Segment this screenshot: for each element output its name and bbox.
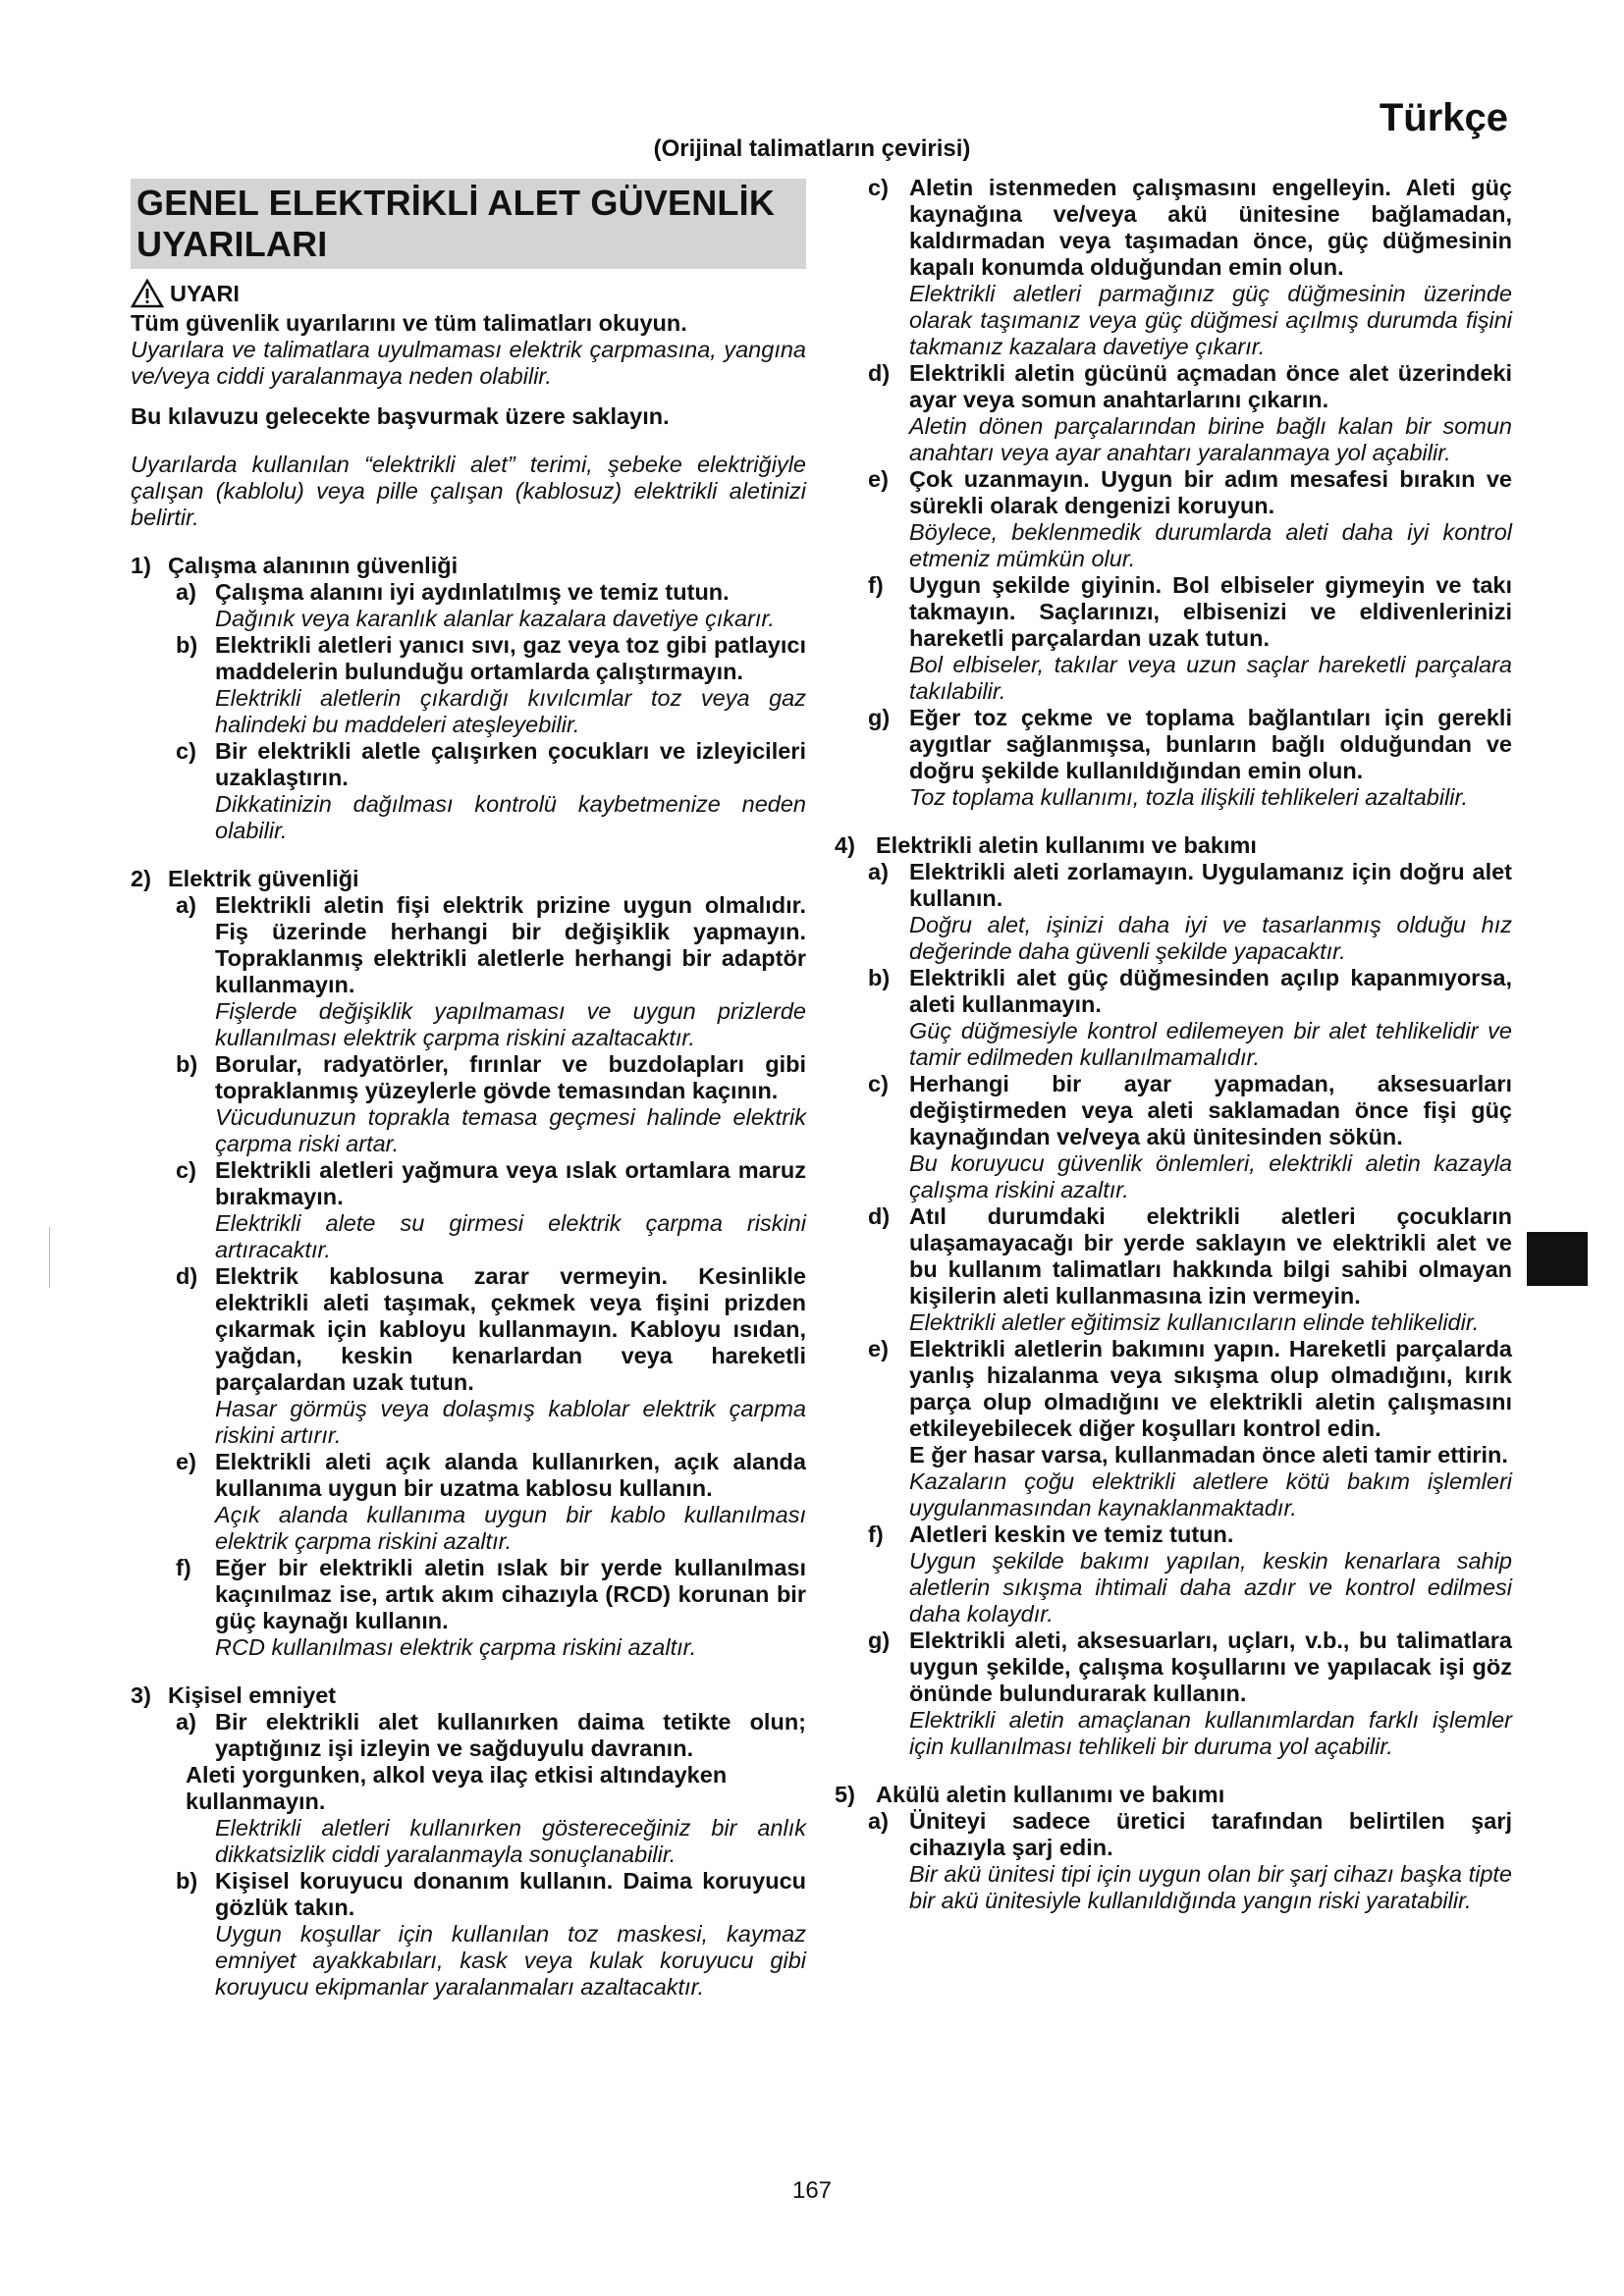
item-instruction: Elektrikli aleti açık alanda kullanırken, açık alanda kullanıma uygun bir uzatma kablosu kullanın. <box>215 1449 806 1501</box>
list-item <box>835 572 1512 705</box>
item-letter: d) <box>868 1203 891 1229</box>
section-1-heading <box>131 553 806 579</box>
item-letter: f) <box>868 1522 884 1547</box>
list-item <box>176 1555 806 1661</box>
list-item <box>176 1157 806 1263</box>
list-item <box>176 892 806 1051</box>
item-instruction-continued: Aleti yorgunken, alkol veya ilaç etkisi altındayken kullanmayın. <box>186 1762 728 1814</box>
item-letter: d) <box>176 1263 198 1289</box>
item-letter: a) <box>176 1709 196 1735</box>
item-instruction: Aletin istenmeden çalışmasını engelleyin. Aleti güç kaynağına ve/veya akü ünitesine bağlamadan, kaldırmadan veya taşımadan önce, güç düğmesinin kapalı konumda olduğundan emin olun. <box>909 175 1512 280</box>
section-number: 3) <box>131 1682 151 1708</box>
section-number: 2) <box>131 866 151 891</box>
item-instruction: Elektrikli aletleri yanıcı sıvı, gaz veya toz gibi patlayıcı maddelerin bulunduğu ortamlarda çalıştırmayın. <box>215 632 806 684</box>
item-instruction: Kişisel koruyucu donanım kullanın. Daima koruyucu gözlük takın. <box>215 1868 806 1920</box>
item-letter: c) <box>868 1071 889 1096</box>
section-number: 1) <box>131 553 151 578</box>
list-item <box>835 466 1512 572</box>
item-note: Bu koruyucu güvenlik önlemleri, elektrikli aletin kazayla çalışma riskini azaltır. <box>909 1150 1512 1202</box>
list-item <box>176 738 806 844</box>
left-column <box>131 179 806 2001</box>
item-letter: a) <box>868 859 889 884</box>
item-instruction: Eğer toz çekme ve toplama bağlantıları için gerekli aygıtlar sağlanmışsa, bunların bağlı olduğundan ve doğru şekilde kullanıldığından emin olun. <box>909 705 1512 783</box>
item-note: Doğru alet, işinizi daha iyi ve tasarlanmış olduğu hız değerinde daha güvenli şekilde yapacaktır. <box>909 912 1512 964</box>
list-item <box>868 1203 1512 1336</box>
item-note: Fişlerde değişiklik yapılmaması ve uygun prizlerde kullanılması elektrik çarpma riskini azaltacaktır. <box>215 998 806 1050</box>
list-item <box>868 859 1512 965</box>
item-note: Elektrikli aletlerin çıkardığı kıvılcımlar toz veya gaz halindeki bu maddeleri ateşleyebilir. <box>215 685 806 737</box>
item-note: Uygun şekilde bakımı yapılan, keskin kenarlara sahip aletlerin sıkışma ihtimali daha azdır ve kontrol edilmesi daha kolaydır. <box>909 1548 1512 1627</box>
section-title: Akülü aletin kullanımı ve bakımı <box>876 1782 1225 1807</box>
item-letter: f) <box>176 1555 191 1580</box>
language-label: Türkçe <box>1379 96 1508 139</box>
list-item <box>868 965 1512 1071</box>
item-letter: d) <box>868 360 891 386</box>
section-title: Kişisel emniyet <box>168 1682 337 1708</box>
section-2-heading <box>131 866 806 892</box>
section-title: Çalışma alanının güvenliği <box>168 553 459 578</box>
right-column <box>835 175 1512 1914</box>
list-item <box>868 1808 1512 1914</box>
item-instruction-continued: E ğer hasar varsa, kullanmadan önce aleti tamir ettirin. <box>909 1442 1508 1468</box>
item-instruction: Elektrikli aleti zorlamayın. Uygulamanız için doğru alet kullanın. <box>909 859 1512 911</box>
item-note: Böylece, beklenmedik durumlarda aleti daha iyi kontrol etmeniz mümkün olur. <box>909 519 1512 571</box>
section-title: Elektrikli aletin kullanımı ve bakımı <box>876 832 1257 858</box>
item-letter: e) <box>176 1449 196 1474</box>
warning-triangle-icon <box>131 279 164 308</box>
list-item <box>835 175 1512 360</box>
list-item <box>176 1709 806 1868</box>
list-item <box>176 632 806 738</box>
keep-manual-instruction: Bu kılavuzu gelecekte başvurmak üzere saklayın. <box>131 403 670 429</box>
item-instruction: Elektrikli aletlerin bakımını yapın. Hareketli parçalarda yanlış hizalanma veya sıkışma olup olmadığını, kırık parça olup olmadığını ve elektrikli aletin çalışmasını etkileyebilecek diğer koşulları kontrol edin. <box>909 1336 1512 1441</box>
item-instruction: Elektrikli aletleri yağmura veya ıslak ortamlara maruz bırakmayın. <box>215 1157 806 1209</box>
margin-mark <box>49 1227 50 1288</box>
list-item <box>835 360 1512 466</box>
document-subtitle: (Orijinal talimatların çevirisi) <box>653 135 971 162</box>
item-instruction: Herhangi bir ayar yapmadan, aksesuarları değiştirmeden veya aleti saklamadan önce fişi güç kaynağından ve/veya akü ünitesinden sökün. <box>909 1071 1512 1149</box>
item-letter: b) <box>868 965 891 990</box>
item-letter: g) <box>868 1628 891 1653</box>
item-instruction: Uygun şekilde giyinin. Bol elbiseler giymeyin ve takı takmayın. Saçlarınızı, elbisenizi ve eldivenlerinizi hareketli parçalardan uzak tutun. <box>909 572 1512 651</box>
item-instruction: Çok uzanmayın. Uygun bir adım mesafesi bırakın ve sürekli olarak dengenizi koruyun. <box>909 466 1512 518</box>
item-note: Açık alanda kullanıma uygun bir kablo kullanılması elektrik çarpma riskini azaltır. <box>215 1502 806 1554</box>
item-letter: c) <box>176 738 196 764</box>
item-instruction: Aletleri keskin ve temiz tutun. <box>909 1522 1234 1547</box>
item-letter: b) <box>176 1051 198 1077</box>
item-letter: c) <box>868 175 889 200</box>
item-instruction: Elektrikli aletin gücünü açmadan önce alet üzerindeki ayar veya somun anahtarlarını çıkarın. <box>909 360 1512 412</box>
item-note: RCD kullanılması elektrik çarpma riskini azaltır. <box>215 1634 697 1660</box>
item-letter: b) <box>176 632 198 658</box>
warning-label: UYARI <box>170 280 240 306</box>
list-item <box>868 1071 1512 1203</box>
item-letter: e) <box>868 1336 889 1362</box>
item-instruction: Atıl durumdaki elektrikli aletleri çocukların ulaşamayacağı bir yerde saklayın ve elektrikli alet ve bu kullanım talimatları hakkında bilgi sahibi olmayan kişilerin aleti kullanmasına izin vermeyin. <box>909 1203 1512 1308</box>
section-thumb-tab <box>1527 1232 1588 1286</box>
section-number: 4) <box>835 832 855 858</box>
item-letter: c) <box>176 1157 196 1183</box>
item-instruction: Üniteyi sadece üretici tarafından belirtilen şarj cihazıyla şarj edin. <box>909 1808 1512 1860</box>
item-note: Elektrikli aletleri kullanırken göstereceğiniz bir anlık dikkatsizlik ciddi yaralanmayla sonuçlanabilir. <box>215 1815 806 1867</box>
item-note: Kazaların çoğu elektrikli aletlere kötü bakım işlemleri uygulanmasından kaynaklanmaktadır. <box>909 1468 1512 1521</box>
item-letter: b) <box>176 1868 198 1894</box>
list-item <box>868 1628 1512 1760</box>
item-note: Bir akü ünitesi tipi için uygun olan bir şarj cihazı başka tipte bir akü ünitesiyle kullanıldığında yangın riski yaratabilir. <box>909 1861 1512 1913</box>
page-title: GENEL ELEKTRİKLİ ALET GÜVENLİK UYARILARI <box>131 179 806 269</box>
item-instruction: Elektrik kablosuna zarar vermeyin. Kesinlikle elektrikli aleti taşımak, çekmek veya fişini prizden çıkarmak için kabloyu kullanmayın. Kabloyu ısıdan, yağdan, keskin kenarlardan veya hareketli parçalardan uzak tutun. <box>215 1263 806 1395</box>
item-instruction: Elektrikli aleti, aksesuarları, uçları, v.b., bu talimatlara uygun şekilde, çalışma koşullarını ve yapılacak işi göz önünde bulundurarak kullanın. <box>909 1628 1512 1706</box>
list-item <box>176 1051 806 1157</box>
item-note: Toz toplama kullanımı, tozla ilişkili tehlikeleri azaltabilir. <box>909 784 1469 810</box>
item-instruction: Borular, radyatörler, fırınlar ve buzdolapları gibi topraklanmış yüzeylerle gövde temasından kaçının. <box>215 1051 806 1103</box>
read-all-note: Uyarılara ve talimatlara uyulmaması elektrik çarpmasına, yangına ve/veya ciddi yaralanmaya neden olabilir. <box>131 337 806 389</box>
item-instruction: Bir elektrikli aletle çalışırken çocukları ve izleyicileri uzaklaştırın. <box>215 738 806 790</box>
item-note: Aletin dönen parçalarından birine bağlı kalan bir somun anahtarı veya ayar anahtarı yaralanmaya yol açabilir. <box>909 413 1512 465</box>
item-instruction: Bir elektrikli alet kullanırken daima tetikte olun; yaptığınız işi izleyin ve sağduyulu davranın. <box>215 1709 806 1761</box>
item-note: Elektrikli alete su girmesi elektrik çarpma riskini artıracaktır. <box>215 1210 806 1262</box>
list-item <box>176 1868 806 2001</box>
item-letter: a) <box>176 892 196 918</box>
section-3-heading <box>131 1682 806 1709</box>
item-instruction: Çalışma alanını iyi aydınlatılmış ve temiz tutun. <box>215 579 730 605</box>
item-note: Uygun koşullar için kullanılan toz maskesi, kaymaz emniyet ayakkabıları, kask veya kulak koruyucu gibi koruyucu ekipmanlar yaralanmaları azaltacaktır. <box>215 1921 806 2000</box>
list-item <box>868 1336 1512 1522</box>
list-item <box>176 1449 806 1555</box>
item-letter: a) <box>176 579 196 605</box>
item-note: Güç düğmesiyle kontrol edilemeyen bir alet tehlikelidir ve tamir edilmeden kullanılmamalıdır. <box>909 1018 1512 1070</box>
item-letter: g) <box>868 705 891 730</box>
item-note: Elektrikli aletin amaçlanan kullanımlardan farklı işlemler için kullanılması tehlikeli bir duruma yol açabilir. <box>909 1707 1512 1759</box>
list-item <box>176 1263 806 1449</box>
item-note: Elektrikli aletler eğitimsiz kullanıcıların elinde tehlikelidir. <box>909 1309 1480 1335</box>
item-instruction: Elektrikli aletin fişi elektrik prizine uygun olmalıdır. Fiş üzerinde herhangi bir değişiklik yapmayın. Topraklanmış elektrikli aletlerle herhangi bir adaptör kullanmayın. <box>215 892 806 997</box>
item-instruction: Elektrikli alet güç düğmesinden açılıp kapanmıyorsa, aleti kullanmayın. <box>909 965 1512 1017</box>
list-item <box>176 579 806 632</box>
item-note: Dağınık veya karanlık alanlar kazalara davetiye çıkarır. <box>215 606 775 631</box>
item-note: Vücudunuzun toprakla temasa geçmesi halinde elektrik çarpma riski artar. <box>215 1104 806 1156</box>
item-letter: f) <box>868 572 884 598</box>
read-all-instruction: Tüm güvenlik uyarılarını ve tüm talimatları okuyun. <box>131 310 687 336</box>
item-instruction: Eğer bir elektrikli aletin ıslak bir yerde kullanılması kaçınılmaz ise, artık akım cihazıyla (RCD) korunan bir güç kaynağı kullanın. <box>215 1555 806 1633</box>
list-item <box>868 1522 1512 1628</box>
item-letter: e) <box>868 466 889 492</box>
item-letter: a) <box>868 1808 889 1834</box>
warning-heading <box>131 279 806 308</box>
term-definition: Uyarılarda kullanılan “elektrikli alet” terimi, şebeke elektriğiyle çalışan (kablolu) veya pille çalışan (kablosuz) elektrikli aletinizi belirtir. <box>131 452 806 530</box>
item-note: Bol elbiseler, takılar veya uzun saçlar hareketli parçalara takılabilir. <box>909 652 1512 704</box>
section-4-heading <box>835 832 1512 859</box>
section-5-heading <box>835 1782 1512 1808</box>
item-note: Dikkatinizin dağılması kontrolü kaybetmenize neden olabilir. <box>215 791 806 843</box>
item-note: Hasar görmüş veya dolaşmış kablolar elektrik çarpma riskini artırır. <box>215 1396 806 1448</box>
item-note: Elektrikli aletleri parmağınız güç düğmesinin üzerinde olarak taşımanız veya güç düğmesi açılmış durumda fişini takmanız kazalara davetiye çıkarır. <box>909 281 1512 359</box>
list-item <box>835 705 1512 811</box>
page-number: 167 <box>791 2177 833 2204</box>
section-number: 5) <box>835 1782 855 1807</box>
section-title: Elektrik güvenliği <box>168 866 359 891</box>
